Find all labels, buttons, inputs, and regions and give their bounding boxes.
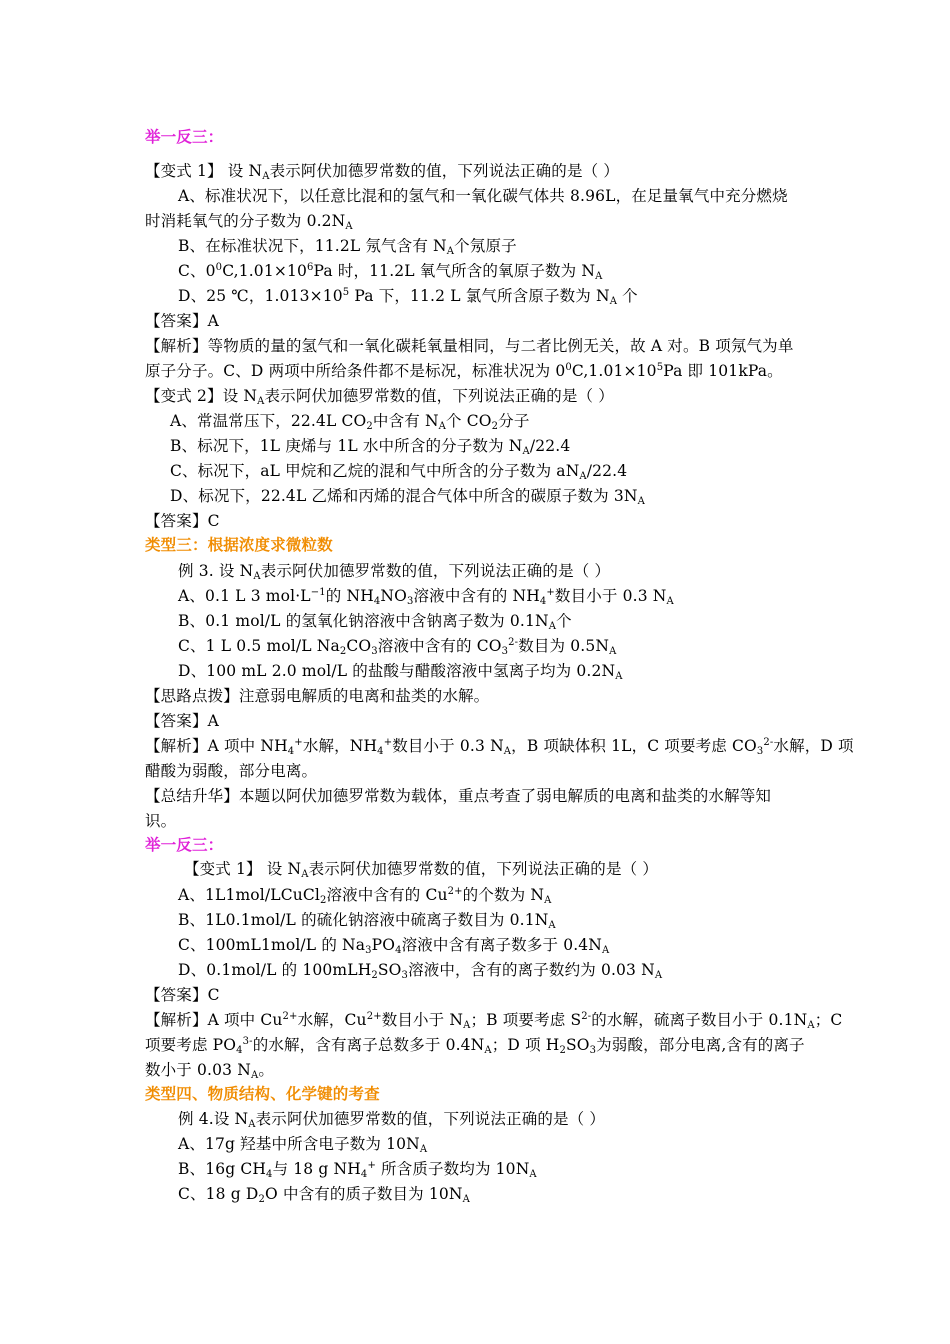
- section-heading-type-4: 类型四、物质结构、化学键的考查: [145, 1085, 380, 1103]
- section-heading-practice: 举一反三：: [145, 128, 224, 146]
- example-3-answer: 【答案】A: [145, 712, 219, 730]
- variant-1-option-a-cont: 时消耗氧气的分子数为 $0.2N_A$: [145, 212, 353, 232]
- example-3-option-b: B、0.1 mol/L 的氢氧化钠溶液中含钠离子数为 $0.1N_A$个: [178, 612, 572, 632]
- variant-1-option-a: A、标准状况下，以任意比混和的氢气和一氧化碳气体共 8.96L，在足量氧气中充分燃烧: [178, 187, 788, 205]
- variant-2-answer: 【答案】C: [145, 512, 220, 530]
- variant-3-explanation-end: 数小于 0.03 $N_A$。: [145, 1061, 274, 1081]
- variant-3-option-a: A、1L1mol/LCuCl$_2$溶液中含有的 $Cu^{2+}$的个数为 $N_A$: [178, 886, 552, 906]
- variant-3-option-d: D、0.1mol/L 的 $100mLH_2SO_3$溶液中，含有的离子数约为 0.03 $N_A$: [178, 961, 663, 981]
- variant-3-explanation: 【解析】A 项中 $Cu^{2+}$水解，$Cu^{2+}$数目小于 $N_A$；B 项要考虑 $S^{2-}$的水解，硫离子数目小于 $0.1N_A$；C: [145, 1011, 843, 1031]
- example-3-explanation: 【解析】A 项中 $NH_4^+$水解，$NH_4^+$数目小于 0.3 $N_A$，B 项缺体积 1L，C 项要考虑 $CO_3^{2-}$水解，D 项: [145, 737, 854, 757]
- example-3-tip: 【思路点拨】注意弱电解质的电离和盐类的水解。: [145, 687, 490, 705]
- example-3-question: 例 3. 设 $N_A$表示阿伏加德罗常数的值，下列说法正确的是（ ）: [178, 562, 611, 582]
- example-4-option-b: B、16g $CH_4$与 18 g $NH_4^+$ 所含质子数均为 $10N_A$: [178, 1160, 537, 1180]
- example-4-option-a: A、17g 羟基中所含电子数为 $10N_A$: [178, 1135, 428, 1155]
- example-3-explanation-cont: 醋酸为弱酸，部分电离。: [145, 762, 318, 780]
- section-heading-type-3: 类型三：根据浓度求微粒数: [145, 536, 333, 554]
- section-heading-practice-2: 举一反三：: [145, 836, 224, 854]
- variant-2-option-c: C、标况下，aL 甲烷和乙烷的混和气中所含的分子数为 $aN_A/22.4$: [170, 462, 628, 482]
- variant-3-answer: 【答案】C: [145, 986, 220, 1004]
- variant-1-answer: 【答案】A: [145, 312, 219, 330]
- variant-1-option-c: C、$0^0C,1.01\times 10^6Pa$ 时，11.2L 氧气所含的氧原子数为 $N_A$: [178, 262, 603, 282]
- variant-1-option-b: B、在标准状况下，11.2L 氖气含有 $N_A$个氖原子: [178, 237, 517, 257]
- variant-2-option-b: B、标况下，1L 庚烯与 1L 水中所含的分子数为 $N_A/22.4$: [170, 437, 571, 457]
- example-4-option-c: C、18 g $D_2O$ 中含有的质子数目为 $10N_A$: [178, 1185, 470, 1205]
- variant-3-option-c: C、100mL1mol/L 的 $Na_3PO_4$溶液中含有离子数多于 $0.4N_A$: [178, 936, 610, 956]
- example-3-option-c: C、1 L 0.5 mol/L $Na_2CO_3$溶液中含有的 $CO_3^{2-}$数目为 $0.5N_A$: [178, 637, 617, 657]
- variant-2-question: 【变式 2】设 $N_A$表示阿伏加德罗常数的值，下列说法正确的是（ ）: [145, 387, 614, 407]
- example-4-question: 例 4.设 $N_A$表示阿伏加德罗常数的值，下列说法正确的是（ ）: [178, 1110, 606, 1130]
- variant-3-option-b: B、1L0.1mol/L 的硫化钠溶液中硫离子数目为 $0.1N_A$: [178, 911, 556, 931]
- variant-3-explanation-cont: 项要考虑 $PO_4^{3-}$的水解，含有离子总数多于 $0.4N_A$；D 项 $H_2SO_3$为弱酸，部分电离,含有的离子: [145, 1036, 805, 1056]
- variant-2-option-d: D、标况下，22.4L 乙烯和丙烯的混合气体中所含的碳原子数为 $3N_A$: [170, 487, 645, 507]
- example-3-summary-cont: 识。: [145, 812, 177, 830]
- variant-1-explanation-cont: 原子分子。C、D 两项中所给条件都不是标况，标准状况为 $0^0C,1.01\times 10^5Pa$ 即 101kPa。: [145, 362, 783, 380]
- example-3-summary: 【总结升华】本题以阿伏加德罗常数为载体，重点考查了弱电解质的电离和盐类的水解等知: [145, 787, 772, 805]
- variant-3-question: 【变式 1】 设 $N_A$表示阿伏加德罗常数的值，下列说法正确的是（ ）: [184, 860, 658, 880]
- variant-1-option-d: D、25 ℃，$1.013\times 10^5$ Pa 下，11.2 L 氯气所含原子数为 $N_A$ 个: [178, 287, 638, 307]
- example-3-option-a: A、0.1 L 3 $mol\cdot L^{-1}$的 $NH_4NO_3$溶液中含有的 $NH_4^+$数目小于 0.3 $N_A$: [178, 587, 674, 607]
- variant-2-option-a: A、常温常压下，22.4L $CO_2$中含有 $N_A$个 $CO_2$分子: [170, 412, 530, 432]
- variant-1-question: 【变式 1】 设 $N_A$表示阿伏加德罗常数的值，下列说法正确的是（ ）: [145, 162, 619, 182]
- example-3-option-d: D、100 mL 2.0 mol/L 的盐酸与醋酸溶液中氢离子均为 $0.2N_A$: [178, 662, 623, 682]
- variant-1-explanation: 【解析】等物质的量的氢气和一氧化碳耗氧量相同，与二者比例无关，故 A 对。B 项氖气为单: [145, 337, 794, 355]
